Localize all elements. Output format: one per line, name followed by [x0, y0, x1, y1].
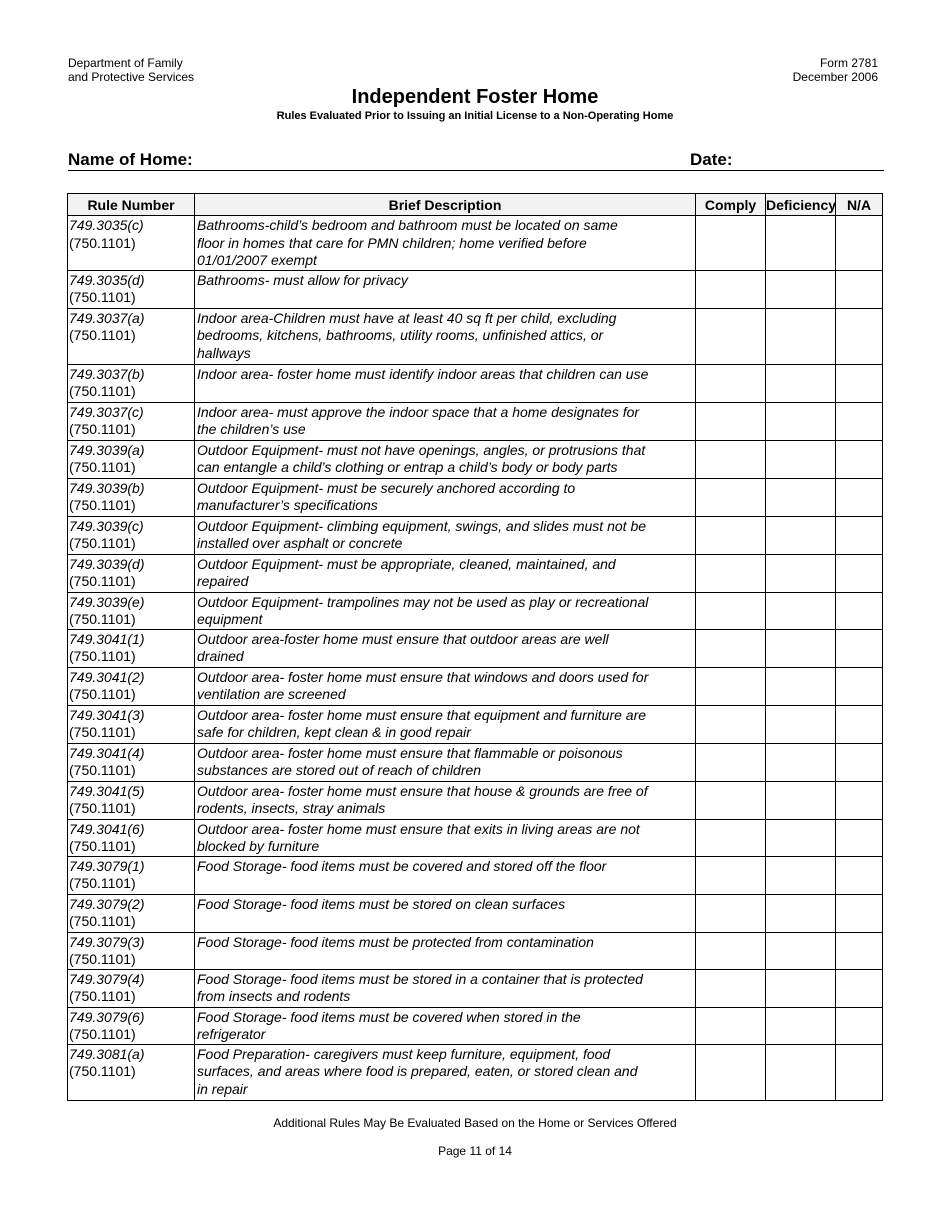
table-row	[68, 856, 883, 894]
rule-number-cell	[68, 554, 195, 592]
rule-reference: (750.1101)	[69, 913, 136, 929]
rule-code: 749.3079(2)	[69, 895, 145, 912]
description-line: Outdoor area- foster home must ensure that windows and doors used for	[197, 668, 649, 685]
na-cell[interactable]	[836, 894, 883, 932]
table-row	[68, 629, 883, 667]
rule-reference: (750.1101)	[69, 951, 136, 967]
name-date-line	[68, 150, 884, 171]
rule-reference: (750.1101)	[69, 1026, 136, 1042]
deficiency-cell[interactable]	[766, 1007, 836, 1044]
description-line: Bathrooms-child’s bedroom and bathroom must be located on same	[197, 217, 618, 233]
rule-reference: (750.1101)	[69, 800, 136, 816]
agency-line-1: Department of Family	[68, 56, 183, 70]
table-row	[68, 667, 883, 705]
description-line: Outdoor area- foster home must ensure that house & grounds are free of	[197, 782, 648, 799]
comply-cell[interactable]	[696, 216, 766, 271]
rule-number-cell	[68, 270, 195, 308]
deficiency-cell[interactable]	[766, 667, 836, 705]
comply-cell[interactable]	[696, 364, 766, 402]
rule-code: 749.3041(6)	[69, 820, 145, 837]
rule-code: 749.3079(3)	[69, 933, 145, 950]
table-row	[68, 894, 883, 932]
form-info	[793, 56, 878, 84]
description-line: refrigerator	[197, 1026, 266, 1042]
description-line: Food Storage- food items must be stored on clean surfaces	[197, 895, 566, 912]
rule-reference: (750.1101)	[69, 686, 136, 702]
table-row	[68, 743, 883, 781]
page-number: Page 11 of 14	[438, 1144, 512, 1158]
col-rule-number: Rule Number	[68, 194, 195, 216]
rule-reference: (750.1101)	[69, 724, 136, 740]
description-line: 01/01/2007 exempt	[197, 252, 317, 268]
description-line: bedrooms, kitchens, bathrooms, utility rooms, unfinished attics, or	[197, 327, 604, 343]
rule-code: 749.3041(1)	[69, 630, 145, 647]
comply-cell[interactable]	[696, 308, 766, 364]
rule-code: 749.3079(4)	[69, 970, 145, 987]
na-cell[interactable]	[836, 667, 883, 705]
table-row	[68, 364, 883, 402]
rule-reference: (750.1101)	[69, 535, 136, 551]
comply-cell[interactable]	[696, 516, 766, 554]
comply-cell[interactable]	[696, 856, 766, 894]
description-line: Food Storage- food items must be protected from contamination	[197, 933, 594, 950]
rule-reference: (750.1101)	[69, 383, 136, 399]
deficiency-cell[interactable]	[766, 554, 836, 592]
na-cell[interactable]	[836, 440, 883, 478]
na-cell[interactable]	[836, 932, 883, 969]
description-line: substances are stored out of reach of children	[197, 762, 482, 778]
table-row	[68, 554, 883, 592]
rule-reference: (750.1101)	[69, 573, 136, 589]
na-cell[interactable]	[836, 270, 883, 308]
rule-number-cell	[68, 705, 195, 743]
rule-code: 749.3081(a)	[69, 1045, 145, 1062]
description-line: Outdoor area- foster home must ensure that flammable or poisonous	[197, 744, 623, 761]
description-cell	[195, 743, 696, 781]
agency-name	[68, 56, 194, 84]
na-cell[interactable]	[836, 516, 883, 554]
rule-code: 749.3039(d)	[69, 555, 145, 572]
table-row	[68, 932, 883, 969]
rule-code: 749.3039(a)	[69, 441, 145, 458]
description-line: Food Storage- food items must be covered and stored off the floor	[197, 857, 607, 874]
description-line: Indoor area-Children must have at least 40 sq ft per child, excluding	[197, 309, 617, 326]
deficiency-cell[interactable]	[766, 1044, 836, 1100]
rule-code: 749.3037(b)	[69, 365, 145, 382]
rule-reference: (750.1101)	[69, 838, 136, 854]
rule-code: 749.3037(c)	[69, 403, 144, 420]
na-cell[interactable]	[836, 1007, 883, 1044]
comply-cell[interactable]	[696, 781, 766, 819]
description-cell	[195, 819, 696, 856]
col-deficiency: Deficiency	[766, 194, 836, 216]
table-header-row	[68, 194, 883, 216]
table-row	[68, 308, 883, 364]
na-cell[interactable]	[836, 308, 883, 364]
description-cell	[195, 781, 696, 819]
comply-cell[interactable]	[696, 629, 766, 667]
na-cell[interactable]	[836, 705, 883, 743]
rule-number-cell	[68, 440, 195, 478]
description-line: the children’s use	[197, 421, 306, 437]
rule-reference: (750.1101)	[69, 327, 136, 343]
table-row	[68, 516, 883, 554]
comply-cell[interactable]	[696, 667, 766, 705]
description-line: repaired	[197, 573, 249, 589]
na-cell[interactable]	[836, 781, 883, 819]
comply-cell[interactable]	[696, 1007, 766, 1044]
description-line: equipment	[197, 611, 263, 627]
description-line: Outdoor area- foster home must ensure that equipment and furniture are	[197, 706, 647, 723]
comply-cell[interactable]	[696, 969, 766, 1007]
description-line: from insects and rodents	[197, 988, 351, 1004]
comply-cell[interactable]	[696, 440, 766, 478]
table-row	[68, 969, 883, 1007]
description-cell	[195, 270, 696, 308]
rule-code: 749.3035(c)	[69, 217, 144, 233]
description-cell	[195, 592, 696, 629]
na-cell[interactable]	[836, 969, 883, 1007]
rule-number-cell	[68, 667, 195, 705]
deficiency-cell[interactable]	[766, 402, 836, 440]
table-row	[68, 270, 883, 308]
rule-number-cell	[68, 1044, 195, 1100]
rule-reference: (750.1101)	[69, 459, 136, 475]
rule-code: 749.3079(1)	[69, 857, 145, 874]
description-line: surfaces, and areas where food is prepared, eaten, or stored clean and	[197, 1063, 638, 1079]
deficiency-cell[interactable]	[766, 856, 836, 894]
form-date: December 2006	[792, 70, 878, 84]
rule-number-cell	[68, 216, 195, 271]
na-cell[interactable]	[836, 592, 883, 629]
col-na: N/A	[836, 194, 883, 216]
comply-cell[interactable]	[696, 478, 766, 516]
description-cell	[195, 216, 696, 271]
col-comply: Comply	[696, 194, 766, 216]
rule-reference: (750.1101)	[69, 1063, 136, 1079]
na-cell[interactable]	[836, 402, 883, 440]
description-line: hallways	[197, 344, 251, 361]
rule-code: 749.3041(3)	[69, 706, 145, 723]
deficiency-cell[interactable]	[766, 705, 836, 743]
rule-number-cell	[68, 932, 195, 969]
rule-reference: (750.1101)	[69, 762, 136, 778]
description-cell	[195, 1007, 696, 1044]
table-row	[68, 440, 883, 478]
description-cell	[195, 364, 696, 402]
description-line: Outdoor Equipment- must be securely anchored according to	[197, 479, 576, 496]
rule-number-cell	[68, 819, 195, 856]
col-brief-description: Brief Description	[195, 194, 696, 216]
rule-number-cell	[68, 743, 195, 781]
description-line: drained	[197, 648, 244, 664]
description-cell	[195, 440, 696, 478]
description-line: Bathrooms- must allow for privacy	[197, 271, 408, 288]
deficiency-cell[interactable]	[766, 932, 836, 969]
agency-line-2: and Protective Services	[68, 70, 195, 84]
rule-reference: (750.1101)	[69, 421, 136, 437]
rule-number-cell	[68, 308, 195, 364]
rule-number-cell	[68, 629, 195, 667]
description-cell	[195, 402, 696, 440]
description-line: Outdoor Equipment- must be appropriate, cleaned, maintained, and	[197, 555, 616, 572]
rule-number-cell	[68, 364, 195, 402]
deficiency-cell[interactable]	[766, 216, 836, 271]
rule-number-cell	[68, 516, 195, 554]
rule-number-cell	[68, 402, 195, 440]
description-line: ventilation are screened	[197, 686, 346, 702]
rule-reference: (750.1101)	[69, 497, 136, 513]
deficiency-cell[interactable]	[766, 969, 836, 1007]
description-cell	[195, 1044, 696, 1100]
description-line: Outdoor Equipment- must not have openings, angles, or protrusions that	[197, 441, 646, 458]
na-cell[interactable]	[836, 1044, 883, 1100]
description-cell	[195, 516, 696, 554]
description-line: Food Preparation- caregivers must keep furniture, equipment, food	[197, 1045, 611, 1062]
table-row	[68, 402, 883, 440]
description-line: Outdoor area- foster home must ensure that exits in living areas are not	[197, 820, 640, 837]
rule-reference: (750.1101)	[69, 875, 136, 891]
description-cell	[195, 856, 696, 894]
description-line: Outdoor Equipment- climbing equipment, swings, and slides must not be	[197, 517, 647, 534]
na-cell[interactable]	[836, 743, 883, 781]
comply-cell[interactable]	[696, 402, 766, 440]
table-row	[68, 478, 883, 516]
comply-cell[interactable]	[696, 743, 766, 781]
comply-cell[interactable]	[696, 270, 766, 308]
description-line: safe for children, kept clean & in good repair	[197, 724, 471, 740]
deficiency-cell[interactable]	[766, 819, 836, 856]
comply-cell[interactable]	[696, 705, 766, 743]
comply-cell[interactable]	[696, 819, 766, 856]
rule-reference: (750.1101)	[69, 648, 136, 664]
na-cell[interactable]	[836, 819, 883, 856]
rule-code: 749.3037(a)	[69, 309, 145, 326]
rule-code: 749.3039(c)	[69, 517, 144, 534]
deficiency-cell[interactable]	[766, 308, 836, 364]
na-cell[interactable]	[836, 216, 883, 271]
rule-code: 749.3035(d)	[69, 271, 145, 288]
description-cell	[195, 932, 696, 969]
table-row	[68, 1007, 883, 1044]
deficiency-cell[interactable]	[766, 478, 836, 516]
description-line: in repair	[197, 1080, 248, 1097]
description-cell	[195, 308, 696, 364]
table-row	[68, 592, 883, 629]
description-line: blocked by furniture	[197, 838, 320, 854]
na-cell[interactable]	[836, 856, 883, 894]
rule-code: 749.3041(2)	[69, 668, 145, 685]
rule-code: 749.3039(e)	[69, 593, 145, 610]
description-cell	[195, 969, 696, 1007]
rules-table	[67, 193, 883, 1101]
deficiency-cell[interactable]	[766, 270, 836, 308]
comply-cell[interactable]	[696, 554, 766, 592]
description-line: rodents, insects, stray animals	[197, 800, 386, 816]
deficiency-cell[interactable]	[766, 440, 836, 478]
description-line: Food Storage- food items must be stored in a container that is protected	[197, 970, 643, 987]
description-line: floor in homes that care for PMN children; home verified before	[197, 234, 587, 251]
na-cell[interactable]	[836, 629, 883, 667]
rule-number-cell	[68, 856, 195, 894]
table-row	[68, 1044, 883, 1100]
na-cell[interactable]	[836, 364, 883, 402]
table-row	[68, 781, 883, 819]
rule-code: 749.3041(4)	[69, 744, 145, 761]
deficiency-cell[interactable]	[766, 516, 836, 554]
deficiency-cell[interactable]	[766, 364, 836, 402]
description-cell	[195, 478, 696, 516]
description-line: can entangle a child’s clothing or entrap a child’s body or body parts	[197, 459, 618, 475]
description-line: Outdoor area-foster home must ensure that outdoor areas are well	[197, 630, 609, 647]
form-number: Form 2781	[819, 56, 878, 70]
deficiency-cell[interactable]	[766, 781, 836, 819]
description-line: installed over asphalt or concrete	[197, 535, 403, 551]
comply-cell[interactable]	[696, 894, 766, 932]
rule-number-cell	[68, 894, 195, 932]
rule-code: 749.3079(6)	[69, 1008, 145, 1025]
description-cell	[195, 894, 696, 932]
deficiency-cell[interactable]	[766, 629, 836, 667]
description-cell	[195, 667, 696, 705]
name-of-home-label: Name of Home:	[68, 150, 193, 169]
description-cell	[195, 629, 696, 667]
rule-code: 749.3039(b)	[69, 479, 145, 496]
rule-reference: (750.1101)	[69, 234, 136, 251]
description-cell	[195, 705, 696, 743]
rule-number-cell	[68, 478, 195, 516]
rule-number-cell	[68, 592, 195, 629]
rule-reference: (750.1101)	[69, 611, 136, 627]
deficiency-cell[interactable]	[766, 592, 836, 629]
page-subtitle: Rules Evaluated Prior to Issuing an Initial License to a Non-Operating Home	[276, 110, 674, 122]
description-line: Indoor area- must approve the indoor space that a home designates for	[197, 403, 640, 420]
table-row	[68, 819, 883, 856]
comply-cell[interactable]	[696, 932, 766, 969]
rule-number-cell	[68, 781, 195, 819]
table-row	[68, 705, 883, 743]
description-line: Food Storage- food items must be covered when stored in the	[197, 1008, 581, 1025]
description-line: manufacturer’s specifications	[197, 497, 378, 513]
na-cell[interactable]	[836, 554, 883, 592]
page-title: Independent Foster Home	[351, 86, 599, 108]
description-cell	[195, 554, 696, 592]
rule-reference: (750.1101)	[69, 289, 136, 305]
rule-code: 749.3041(5)	[69, 782, 145, 799]
footer-note: Additional Rules May Be Evaluated Based on the Home or Services Offered	[273, 1116, 677, 1130]
rule-reference: (750.1101)	[69, 988, 136, 1004]
rule-number-cell	[68, 1007, 195, 1044]
comply-cell[interactable]	[696, 1044, 766, 1100]
description-line: Indoor area- foster home must identify indoor areas that children can use	[197, 365, 649, 382]
table-row	[68, 216, 883, 271]
description-line: Outdoor Equipment- trampolines may not be used as play or recreational	[197, 593, 649, 610]
comply-cell[interactable]	[696, 592, 766, 629]
rule-number-cell	[68, 969, 195, 1007]
date-label: Date:	[690, 150, 733, 169]
na-cell[interactable]	[836, 478, 883, 516]
deficiency-cell[interactable]	[766, 743, 836, 781]
deficiency-cell[interactable]	[766, 894, 836, 932]
